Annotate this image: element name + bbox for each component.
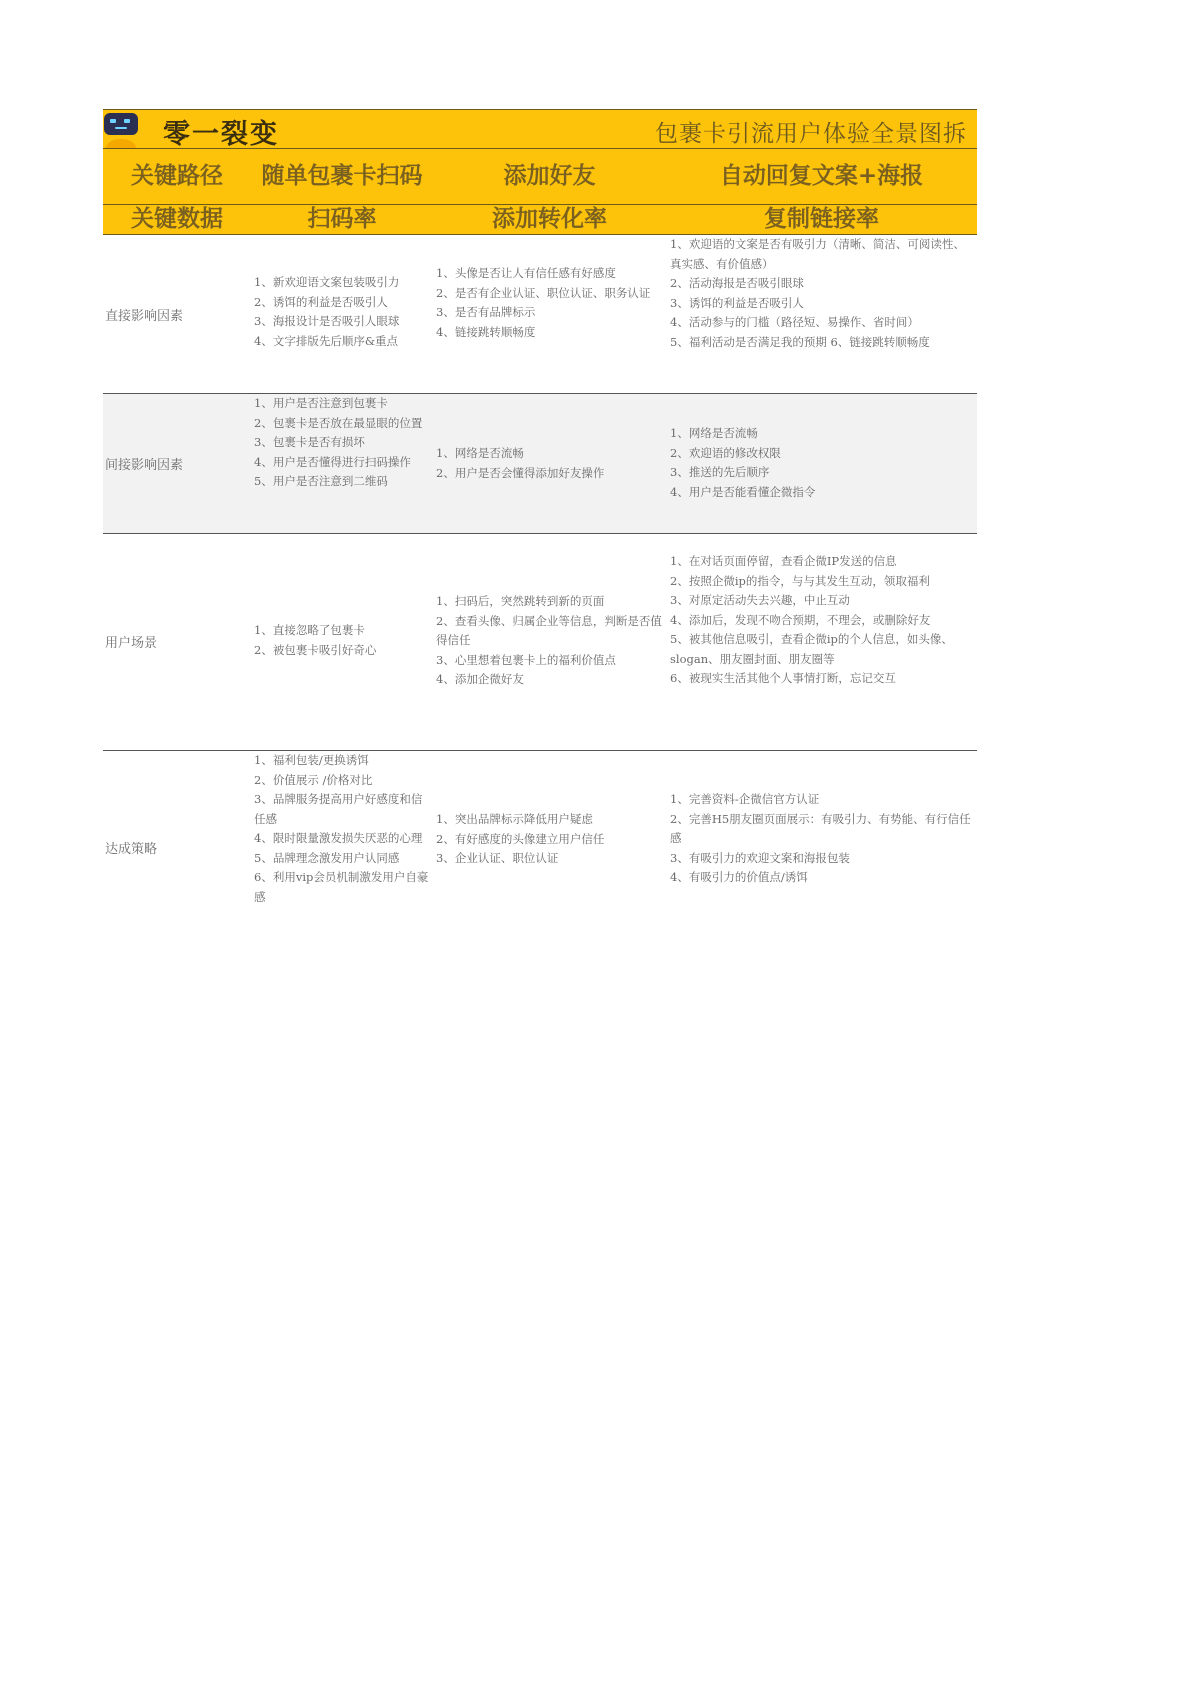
row-label-user-scenario: 用户场景 — [105, 636, 158, 651]
table-row — [103, 235, 977, 394]
table-row — [103, 394, 977, 534]
path-step-auto-reply: 自动回复文案+海报 — [719, 163, 924, 190]
list-item: 1、福利包装/更换诱饵 — [254, 753, 369, 767]
key-path-label: 关键路径 — [131, 163, 223, 190]
list-item: 2、是否有企业认证、职位认证、职务认证 — [436, 285, 651, 300]
list-item: 1、在对话页面停留，查看企微IP发送的信息 — [670, 554, 897, 568]
path-step-add-friend: 添加好友 — [503, 163, 596, 190]
list-item: 4、用户是否能看懂企微指令 — [670, 484, 816, 499]
list-item: 5、福利活动是否满足我的预期 6、链接跳转顺畅度 — [670, 334, 930, 349]
list-item: 5、被其他信息吸引，查看企微ip的个人信息，如头像、slogan、朋友圈封面、朋友圈等 — [670, 632, 953, 666]
list-item: 4、限时限量激发损失厌恶的心理 — [254, 831, 423, 845]
cell-scenario-add — [436, 592, 664, 690]
list-item: 3、有吸引力的欢迎文案和海报包装 — [670, 850, 850, 865]
list-item: 3、心里想着包裹卡上的福利价值点 — [436, 652, 616, 667]
journey-map-sheet — [103, 109, 977, 936]
cell-indirect-copy — [670, 424, 975, 502]
list-item: 1、欢迎语的文案是否有吸引力（清晰、简洁、可阅读性、真实感、有价值感） — [670, 237, 965, 271]
row-label-strategy: 达成策略 — [105, 842, 158, 857]
metric-scan-rate: 扫码率 — [307, 206, 377, 233]
list-item: 1、直接忽略了包裹卡 — [254, 623, 365, 637]
cell-direct-scan — [254, 273, 432, 351]
list-item: 3、对原定活动失去兴趣，中止互动 — [670, 593, 850, 607]
metric-add-conversion: 添加转化率 — [492, 206, 607, 233]
table-row — [103, 751, 977, 936]
cell-indirect-add — [436, 444, 664, 483]
title-band — [103, 109, 977, 149]
list-item: 2、价值展示 /价格对比 — [254, 772, 373, 787]
list-item: 6、利用vip会员机制激发用户自豪感 — [254, 870, 429, 904]
brand-name: 零一裂变 — [163, 119, 279, 149]
list-item: 1、网络是否流畅 — [670, 426, 758, 440]
list-item: 4、链接跳转顺畅度 — [436, 324, 536, 339]
cell-scenario-scan — [254, 621, 432, 660]
list-item: 1、新欢迎语文案包装吸引力 — [254, 275, 400, 289]
list-item: 5、用户是否注意到二维码 — [254, 474, 388, 488]
list-item: 2、活动海报是否吸引眼球 — [670, 276, 804, 290]
list-item: 4、添加后，发现不吻合预期，不理会，或删除好友 — [670, 612, 931, 627]
list-item: 1、突出品牌标示降低用户疑虑 — [436, 812, 593, 826]
list-item: 2、有好感度的头像建立用户信任 — [436, 831, 605, 846]
list-item: 4、用户是否懂得进行扫码操作 — [254, 454, 411, 469]
list-item: 4、有吸引力的价值点/诱饵 — [670, 870, 808, 884]
list-item: 2、用户是否会懂得添加好友操作 — [436, 465, 605, 480]
list-item: 3、是否有品牌标示 — [436, 305, 536, 319]
list-item: 1、头像是否让人有信任感有好感度 — [436, 266, 616, 280]
list-item: 4、添加企微好友 — [436, 672, 524, 686]
key-data-label: 关键数据 — [131, 206, 223, 233]
list-item: 2、欢迎语的修改权限 — [670, 445, 781, 460]
list-item: 6、被现实生活其他个人事情打断，忘记交互 — [670, 671, 896, 685]
list-item: 2、被包裹卡吸引好奇心 — [254, 642, 377, 657]
key-data-row — [103, 205, 977, 235]
cell-strategy-add — [436, 810, 664, 869]
path-step-scan: 随单包裹卡扫码 — [261, 163, 423, 190]
robot-logo-icon — [103, 110, 143, 149]
cell-direct-copy — [670, 235, 975, 352]
cell-strategy-scan — [254, 751, 432, 907]
cell-scenario-copy — [670, 552, 975, 689]
list-item: 2、查看头像、归属企业等信息，判断是否值得信任 — [436, 613, 662, 647]
row-label-indirect-factors: 间接影响因素 — [105, 458, 184, 473]
list-item: 2、按照企微ip的指令，与与其发生互动，领取福利 — [670, 573, 930, 588]
metric-copy-link-rate: 复制链接率 — [764, 206, 879, 233]
document-title: 包裹卡引流用户体验全景图拆 — [655, 121, 967, 147]
list-item: 1、完善资料-企微信官方认证 — [670, 792, 820, 806]
cell-strategy-copy — [670, 790, 975, 888]
cell-indirect-scan — [254, 394, 432, 492]
cell-direct-add — [436, 264, 664, 342]
list-item: 3、品牌服务提高用户好感度和信任感 — [254, 792, 423, 826]
list-item: 1、扫码后，突然跳转到新的页面 — [436, 594, 605, 608]
key-path-row — [103, 149, 977, 205]
list-item: 1、用户是否注意到包裹卡 — [254, 396, 388, 410]
list-item: 2、完善H5朋友圈页面展示：有吸引力、有势能、有行信任感 — [670, 811, 971, 845]
list-item: 5、品牌理念激发用户认同感 — [254, 850, 400, 865]
list-item: 3、海报设计是否吸引人眼球 — [254, 314, 400, 328]
list-item: 3、包裹卡是否有损坏 — [254, 435, 365, 449]
list-item: 2、包裹卡是否放在最显眼的位置 — [254, 415, 423, 430]
table-row — [103, 534, 977, 751]
list-item: 3、企业认证、职位认证 — [436, 851, 559, 865]
list-item: 2、诱饵的利益是否吸引人 — [254, 294, 388, 309]
list-item: 4、文字排版先后顺序&重点 — [254, 333, 399, 348]
list-item: 1、网络是否流畅 — [436, 446, 524, 460]
list-item: 3、诱饵的利益是否吸引人 — [670, 295, 804, 310]
list-item: 3、推送的先后顺序 — [670, 465, 770, 479]
list-item: 4、活动参与的门槛（路径短、易操作、省时间） — [670, 315, 919, 329]
row-label-direct-factors: 直接影响因素 — [105, 309, 184, 324]
